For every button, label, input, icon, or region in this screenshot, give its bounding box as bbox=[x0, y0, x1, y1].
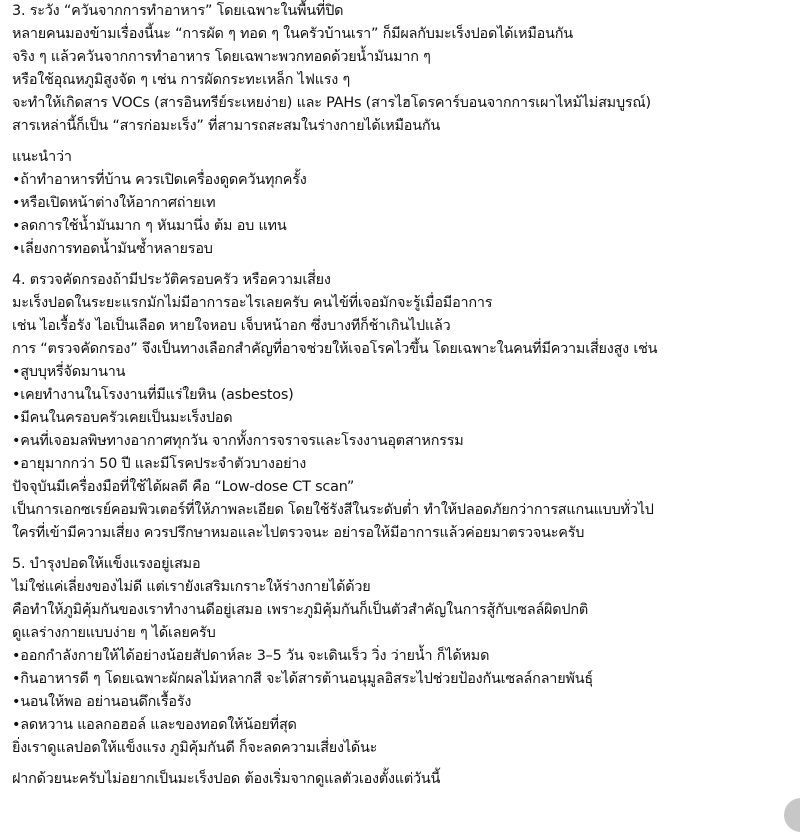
section-3-heading: 3. ระวัง “ควันจากการทำอาหาร” โดยเฉพาะในพื้นที่ปิด bbox=[12, 3, 344, 19]
paragraph-line: เป็นการเอกซเรย์คอมพิวเตอร์ที่ให้ภาพละเอียด โดยใช้รังสีในระดับต่ำ ทำให้ปลอดภัยกว่าการสแกนแบบทั่วไป bbox=[12, 502, 654, 518]
scroll-indicator-icon[interactable] bbox=[784, 798, 800, 832]
section-4-heading: 4. ตรวจคัดกรองถ้ามีประวัติครอบครัว หรือความเสี่ยง bbox=[12, 272, 331, 288]
paragraph-line: การ “ตรวจคัดกรอง” จึงเป็นทางเลือกสำคัญที่อาจช่วยให้เจอโรคไวขึ้น โดยเฉพาะในคนที่มีความเสี่ยงสูง เช่น bbox=[12, 341, 658, 357]
paragraph-line: มะเร็งปอดในระยะแรกมักไม่มีอาการอะไรเลยครับ คนไข้ที่เจอมักจะรู้เมื่อมีอาการ bbox=[12, 295, 493, 311]
paragraph-line: ใครที่เข้ามีความเสี่ยง ควรปรึกษาหมอและไปตรวจนะ อย่ารอให้มีอาการแล้วค่อยมาตรวจนะครับ bbox=[12, 525, 585, 541]
bullet-item: •ถ้าทำอาหารที่บ้าน ควรเปิดเครื่องดูดควันทุกครั้ง bbox=[12, 172, 307, 188]
bullet-item: •มีคนในครอบครัวเคยเป็นมะเร็งปอด bbox=[12, 410, 233, 426]
paragraph-line: ปัจจุบันมีเครื่องมือที่ใช้ได้ผลดี คือ “Low-dose CT scan” bbox=[12, 479, 355, 495]
paragraph-line: หลายคนมองข้ามเรื่องนี้นะ “การผัด ๆ ทอด ๆ ในครัวบ้านเรา” ก็มีผลกับมะเร็งปอดได้เหมือนกัน bbox=[12, 26, 573, 42]
closing-line: ยิ่งเราดูแลปอดให้แข็งแรง ภูมิคุ้มกันดี ก็จะลดความเสี่ยงได้นะ bbox=[12, 740, 378, 756]
bullet-item: •เลี่ยงการทอดน้ำมันซ้ำหลายรอบ bbox=[12, 241, 213, 257]
paragraph-line: จริง ๆ แล้วควันจากการทำอาหาร โดยเฉพาะพวกทอดด้วยน้ำมันมาก ๆ bbox=[12, 49, 431, 65]
bullet-item: •ลดหวาน แอลกอฮอล์ และของทอดให้น้อยที่สุด bbox=[12, 717, 297, 733]
bullet-item: •ลดการใช้น้ำมันมาก ๆ หันมานึ่ง ต้ม อบ แทน bbox=[12, 218, 287, 234]
paragraph-line: หรือใช้อุณหภูมิสูงจัด ๆ เช่น การผัดกระทะเหล็ก ไฟแรง ๆ bbox=[12, 72, 351, 88]
paragraph-line: เช่น ไอเรื้อรัง ไอเป็นเลือด หายใจหอบ เจ็บหน้าอก ซึ่งบางทีก็ช้าเกินไปแล้ว bbox=[12, 318, 451, 334]
post-body bbox=[12, 0, 798, 791]
paragraph-line: ดูแลร่างกายแบบง่าย ๆ ได้เลยครับ bbox=[12, 625, 216, 641]
section-5-heading: 5. บำรุงปอดให้แข็งแรงอยู่เสมอ bbox=[12, 556, 201, 572]
paragraph-line: ไม่ใช่แค่เลี่ยงของไม่ดี แต่เรายังเสริมเกราะให้ร่างกายได้ด้วย bbox=[12, 579, 371, 595]
bullet-item: •กินอาหารดี ๆ โดยเฉพาะผักผลไม้หลากสี จะได้สารต้านอนุมูลอิสระไปช่วยป้องกันเซลล์กลายพันธุ์ bbox=[12, 671, 593, 687]
paragraph-line: คือทำให้ภูมิคุ้มกันของเราทำงานดีอยู่เสมอ เพราะภูมิคุ้มกันก็เป็นตัวสำคัญในการสู้กับเซลล์ผิดปกติ bbox=[12, 602, 589, 618]
bullet-item: •นอนให้พอ อย่านอนดึกเรื้อรัง bbox=[12, 694, 192, 710]
advice-title: แนะนำว่า bbox=[12, 149, 72, 165]
footer-line: ฝากด้วยนะครับไม่อยากเป็นมะเร็งปอด ต้องเริ่มจากดูแลตัวเองตั้งแต่วันนี้ bbox=[12, 771, 441, 787]
bullet-item: •หรือเปิดหน้าต่างให้อากาศถ่ายเท bbox=[12, 195, 216, 211]
bullet-item: •อายุมากกว่า 50 ปี และมีโรคประจำตัวบางอย่าง bbox=[12, 456, 307, 472]
bullet-item: •เคยทำงานในโรงงานที่มีแร่ใยหิน (asbestos) bbox=[12, 387, 294, 403]
bullet-item: •คนที่เจอมลพิษทางอากาศทุกวัน จากทั้งการจราจรและโรงงานอุตสาหกรรม bbox=[12, 433, 464, 449]
paragraph-line: จะทำให้เกิดสาร VOCs (สารอินทรีย์ระเหยง่าย) และ PAHs (สารไฮโดรคาร์บอนจากการเผาไหม้ไม่สมบูรณ์) bbox=[12, 95, 651, 111]
bullet-item: •ออกกำลังกายให้ได้อย่างน้อยสัปดาห์ละ 3–5 วัน จะเดินเร็ว วิ่ง ว่ายน้ำ ก็ได้หมด bbox=[12, 648, 490, 664]
bullet-item: •สูบบุหรี่จัดมานาน bbox=[12, 364, 126, 380]
paragraph-line: สารเหล่านี้ก็เป็น “สารก่อมะเร็ง” ที่สามารถสะสมในร่างกายได้เหมือนกัน bbox=[12, 118, 441, 134]
